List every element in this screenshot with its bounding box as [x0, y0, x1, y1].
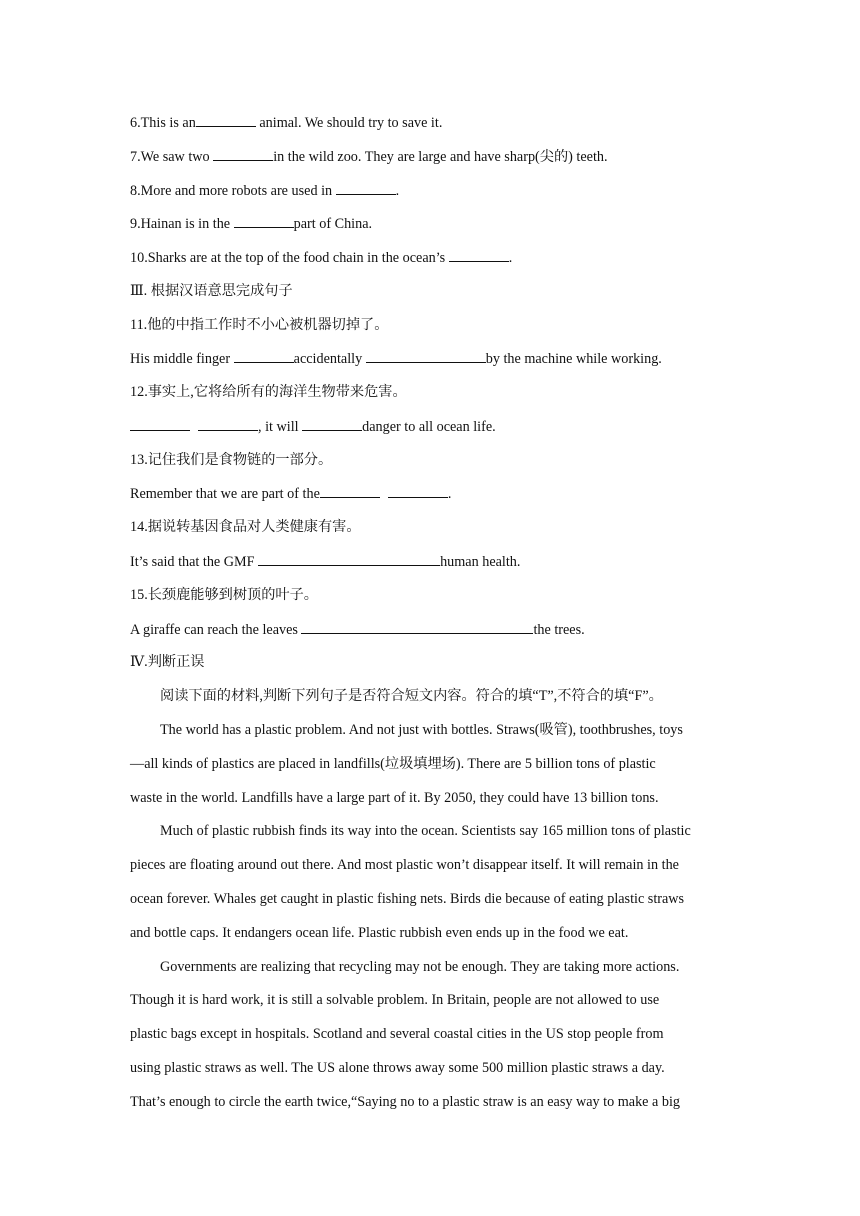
question-13-chinese: 13.记住我们是食物链的一部分。 — [130, 452, 333, 468]
question-12-chinese: 12.事实上,它将给所有的海洋生物带来危害。 — [130, 384, 407, 400]
question-12 — [130, 416, 496, 437]
passage-line: Governments are realizing that recycling may not be enough. They are taking more actions. — [160, 959, 680, 975]
answer-blank[interactable] — [320, 483, 380, 498]
question-text: 8.More and more robots are used in — [130, 183, 336, 199]
question-6 — [130, 112, 442, 133]
question-11 — [130, 348, 662, 369]
passage-line: and bottle caps. It endangers ocean life. Plastic rubbish even ends up in the food we eat. — [130, 925, 629, 941]
question-9 — [130, 213, 372, 234]
answer-blank[interactable] — [449, 247, 509, 262]
question-8 — [130, 180, 399, 201]
answer-blank[interactable] — [302, 416, 362, 431]
answer-blank[interactable] — [301, 619, 533, 634]
answer-blank[interactable] — [234, 348, 294, 363]
passage-line: Much of plastic rubbish finds its way into the ocean. Scientists say 165 million tons of plastic — [160, 823, 691, 839]
passage-line: That’s enough to circle the earth twice,“Saying no to a plastic straw is an easy way to make a big — [130, 1094, 680, 1110]
question-text: danger to all ocean life. — [362, 419, 496, 435]
answer-blank[interactable] — [130, 416, 190, 431]
question-text: the trees. — [533, 622, 585, 638]
question-text: Remember that we are part of the — [130, 486, 320, 502]
answer-blank[interactable] — [196, 112, 256, 127]
question-text: It’s said that the GMF — [130, 554, 259, 570]
answer-blank[interactable] — [366, 348, 486, 363]
passage-line: —all kinds of plastics are placed in landfills(垃圾填埋场). There are 5 billion tons of plastic — [130, 756, 656, 772]
answer-blank[interactable] — [198, 416, 258, 431]
question-text: 10.Sharks are at the top of the food chain in the ocean’s — [130, 250, 449, 266]
question-14-chinese: 14.据说转基因食品对人类健康有害。 — [130, 519, 361, 535]
question-15 — [130, 619, 585, 640]
question-11-chinese: 11.他的中指工作时不小心被机器切掉了。 — [130, 317, 389, 333]
answer-blank[interactable] — [213, 146, 273, 161]
passage-line: pieces are floating around out there. And most plastic won’t disappear itself. It will remain in the — [130, 857, 679, 873]
question-text: human health. — [440, 554, 521, 570]
section-heading-4: Ⅳ.判断正误 — [130, 654, 205, 670]
passage-line: waste in the world. Landfills have a large part of it. By 2050, they could have 13 billion tons. — [130, 790, 659, 806]
answer-blank[interactable] — [336, 180, 396, 195]
question-15-chinese: 15.长颈鹿能够到树顶的叶子。 — [130, 587, 318, 603]
answer-blank[interactable] — [258, 551, 440, 566]
question-10 — [130, 247, 512, 268]
question-text: , it will — [258, 419, 303, 435]
question-14 — [130, 551, 520, 572]
section-heading-3: Ⅲ. 根据汉语意思完成句子 — [130, 283, 293, 299]
question-text: A giraffe can reach the leaves — [130, 622, 302, 638]
question-text: animal. We should try to save it. — [255, 115, 443, 131]
question-text: accidentally — [293, 351, 366, 367]
question-text: . — [447, 486, 452, 502]
question-text: part of China. — [293, 216, 373, 232]
passage-line: using plastic straws as well. The US alone throws away some 500 million plastic straws a day. — [130, 1060, 665, 1076]
question-7 — [130, 146, 608, 167]
passage-line: The world has a plastic problem. And not just with bottles. Straws(吸管), toothbrushes, toys — [160, 722, 683, 738]
passage-line: plastic bags except in hospitals. Scotland and several coastal cities in the US stop people from — [130, 1026, 664, 1042]
question-13 — [130, 483, 451, 504]
question-text: 7.We saw two — [130, 149, 214, 165]
answer-blank[interactable] — [234, 213, 294, 228]
question-text: in the wild zoo. They are large and have sharp(尖的) teeth. — [273, 149, 608, 165]
question-text: by the machine while working. — [485, 351, 662, 367]
passage-line: ocean forever. Whales get caught in plastic fishing nets. Birds die because of eating plastic straws — [130, 891, 685, 907]
question-text: 6.This is an — [130, 115, 196, 131]
answer-blank[interactable] — [388, 483, 448, 498]
question-text: His middle finger — [130, 351, 234, 367]
passage-line: Though it is hard work, it is still a solvable problem. In Britain, people are not allowed to use — [130, 992, 660, 1008]
question-text: . — [395, 183, 400, 199]
question-text: . — [508, 250, 513, 266]
instruction: 阅读下面的材料,判断下列句子是否符合短文内容。符合的填“T”,不符合的填“F”。 — [160, 688, 663, 704]
question-text: 9.Hainan is in the — [130, 216, 234, 232]
